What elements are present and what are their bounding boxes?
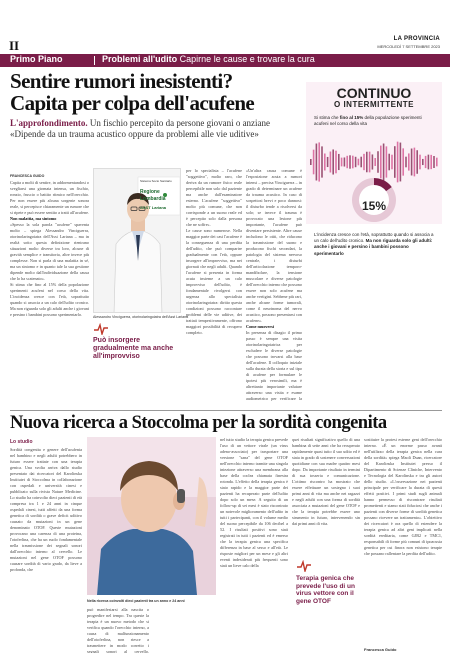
soundwave-bar — [394, 146, 396, 178]
infographic-box — [306, 82, 442, 327]
soundwave-bar — [402, 148, 404, 175]
doctor-illustration — [94, 169, 181, 313]
child-illustration — [87, 437, 216, 595]
soundwave-bar — [408, 153, 410, 170]
soundwave-bar — [316, 144, 318, 181]
summary-text: Un fischio percepito da persone giovani o anziane «Dipende da un trauma acustico oppure da problemi alle vie uditive» — [10, 118, 271, 139]
soundwave-bar — [363, 154, 365, 170]
headline-acufene — [10, 70, 300, 114]
soundwave-bar — [344, 157, 346, 166]
soundwave-bar — [374, 158, 376, 166]
soundwave-bar — [383, 144, 385, 181]
soundwave-bar — [414, 148, 416, 177]
headline-stoccolma: Nuova ricerca a Stoccolma per la sordità congenita — [10, 413, 387, 433]
text-bold: Ma non riguarda solo gli adulti: anche i giovani e persino i bambini possono sperimentarlo — [314, 238, 433, 256]
article-column-2 — [186, 168, 242, 402]
soundwave-bar — [397, 142, 399, 183]
soundwave-bar — [400, 143, 402, 182]
soundwave-bar — [366, 152, 368, 173]
article2-column-2b — [153, 607, 216, 653]
photo2-caption: Nella ricerca coinvolti dieci pazienti tra un anno e 24 anni — [87, 599, 185, 603]
sign-line-4: ASST Lariana — [140, 205, 167, 210]
issue-date: MERCOLEDÌ 7 SETTEMBRE 2023 — [377, 44, 440, 49]
paragraph: per lo specialista – l'acufene "soggettivo", molto raro, che deriva da un rumore fisico reale percepibile non solo dal paziente ma anche dall'esaminatore esterno. L'acufene "soggettivo" molto più comune, che non corrisponde a un suono reale ed è percepito solo dalla persona che ne soffre». — [186, 168, 242, 227]
soundwave-bar — [332, 149, 334, 174]
headline-line-1: Sentire rumori inesistenti? — [10, 69, 233, 93]
soundwave-bar — [338, 154, 340, 170]
soundwave-bar — [358, 159, 360, 166]
subheading: Non malattia, ma sintomo — [10, 216, 57, 221]
soundwave-bar — [436, 158, 438, 167]
text-pre: Si stima che — [314, 115, 340, 120]
soundwave-bar — [386, 146, 388, 177]
percent-value: 15% — [361, 199, 387, 213]
headline-line-2: Capita per colpa dell'acufene — [10, 91, 255, 115]
soundwave-bar — [433, 156, 435, 168]
soundwave-bar — [330, 152, 332, 173]
soundwave-bar — [391, 155, 393, 170]
sign-line-1: Sistema Socio Sanitario — [140, 179, 172, 183]
soundwave-bar — [422, 159, 424, 165]
soundwave-bar — [380, 146, 382, 179]
infographic-text-1 — [314, 115, 434, 127]
article-divider — [10, 410, 442, 411]
heartbeat-icon — [93, 323, 109, 335]
doctor-photo — [93, 168, 181, 313]
soundwave-bar — [369, 152, 371, 173]
soundwave-bar — [310, 159, 312, 165]
soundwave-bar — [428, 155, 430, 170]
article2-column-1: Sordità congenita e genere dell'acufenia nel bambino e negli adulti potrebbero in futuro essere trattate con una terapia genica. Una svolta arriva dallo studio presentato dai ricercatori del Karolinska Institutet di Stoccolma in collaborazione con ospedali e università cinesi e pubblicato sulla rivista Nature Medicine. Lo studio ha coinvolto dieci pazienti di età compresa tra 1 e 24 anni in cinque ospedali cinesi, tutti affetti da una forma genetica di sordità o grave deficit uditivo causato da mutazioni in un gene denominato OTOF. Queste mutazioni provocano una carenza di una proteina, l'otoferlina, che ha un ruolo fondamentale nella trasmissione dei segnali sonori dall'orecchio interno al cervello. Le mutazioni nel gene OTOF possono causare sordità di vario grado, da lieve a profonda, che — [10, 447, 82, 572]
soundwave-bar — [388, 154, 390, 171]
section-label: Primo Piano — [10, 54, 63, 64]
text-bold: fino al 15% — [339, 115, 364, 120]
soundwave-bar — [341, 158, 343, 167]
section-bar — [0, 54, 450, 67]
soundwave-bar — [360, 157, 362, 168]
soundwave-bar — [377, 151, 379, 173]
topic-label — [102, 54, 315, 67]
soundwave-bar — [327, 157, 329, 167]
article2-column-4: quei risultati significativo quello di una bambina di sette anni che ha recuperato rapidamente quasi tutto il suo udito ed è stata in grado di sostenere conversazioni quotidiane con sua madre quattro mesi dopo. Da importante risultato in termini di sua tosseria e comunicazione. L'ottimo riscontro ha mostrato che essere effettuare un sostegno i suoi primi anni di vita ma anche nei ragazzi e negli adulti con una forma di sordità associata a mutazioni del gene OTOF e che la terapia potrebbe essere uno strumento in futuro, intervenendo sin dai primi anni di vita. — [292, 437, 360, 526]
soundwave-bar — [321, 146, 323, 177]
soundwave-bar — [419, 155, 421, 170]
soundwave-bar — [346, 156, 348, 168]
soundwave-bar — [416, 150, 418, 174]
article2-column-3: nel tutto studio la terapia genica prevede l'uso di un vettore virale (un virus adeno-associato) per trasportare una versione "sana" del gene OTOF nell'orecchio interno tramite una singola iniezione attraverso una membrana alla base della coclea chiamata finestra rotonda. L'effetto della terapia genica è stato rapido e la maggior parte dei pazienti ha recuperato parte dell'udito dopo solo un mese. A seguito di un follow-up di sei mesi è stato riscontrato un notevole miglioramento dell'udito in tutti i partecipanti, con il volume medio del suono percepibile da 106 decibel a 52. I risultati positivi sono stati registrati in tutti i pazienti ed è emerso che la terapia genica una specifica differenza in base al sesso e all'età. Le risposte migliori per un mese e gli altri eventi indesiderati più frequenti sono stati un lieve calo della — [220, 437, 288, 568]
soundwave-bar — [372, 154, 374, 169]
soundwave-bar — [355, 157, 357, 167]
child-photo — [87, 437, 216, 595]
soundwave-bar — [405, 157, 407, 168]
summary-kicker: L'approfondimento. — [10, 118, 88, 128]
soundwave-bar — [430, 155, 432, 169]
article2-column-5: sostituire la protesi esterne geni dell'orecchio interno. «È un enorme passo avanti nell'utilizzo della terapia genica nella cura della sordità» spiega Maoli Duan, ricercatore del Karolinska Institutet presso il Dipartimento di Scienze Cliniche, Intervento e Tecnologia del Karolinska e tra gli autori dello studio. «L'osservazione nei pazienti principale per verificare la durata di questi effetti positivi. I primi studi sugli animali hanno permesso di riscontrare risultati promettenti e siamo stati fiduciosi che anche i pazienti con diverse forme di sordità genetica possano ricevere un trattamento». L'obiettivo dei ricercatori è ora quello di estendere la terapia genica ad altri geni implicati nella sordità ereditaria, come GJB2 e TMC1, responsabili di forme più comuni di ipoacusia genetica per cui finora non esistono terapie che possano rallentare la perdita dell'udito. — [364, 437, 442, 556]
subheading: Come muoversi — [246, 324, 275, 329]
byline: FRANCESCA GUIDO — [10, 174, 45, 178]
paragraph: Capita a molti di sentire, in addormentandosi o svegliarsi una giornata intensa, un fischio, ronzio, fruscio o battito ritmico nell'orecchio. Per non essere più alcuna sorgente sonora reale, si percepisce chiaramente un rumore che si ripete e può essere sentito a tratti all'acufene. — [10, 180, 89, 215]
heartbeat-icon — [296, 560, 312, 572]
article2-column-2a: può manifestarsi alla nascita o progredire nel tempo. Tra queste la terapia è un nuovo metodo che si verifica quando l'orecchio interno, a causa di malfunzionamento dell'otoferlina, non riesce a trasmettere in modo corretto i segnali sonori al cervello, — [87, 607, 149, 653]
paragraph: In presenza di disagio il primo passo è sempre una visita otorinolaringoiatrica per escludere le diverse patologie che possono trovarsi alla base dell'acufene. Il colloquio iniziale sulla durata della storia e sul tipo di acufene per formulare le ipotesi più verosimili, ma è altrettanto importante valutare attraverso una visita e esame audiometrico per verificare la — [246, 330, 302, 401]
soundwave-bar — [425, 156, 427, 168]
page-header — [0, 0, 450, 54]
soundwave-bar — [411, 149, 413, 176]
infographic-title: CONTINUO — [336, 85, 412, 101]
page-number: II — [9, 38, 20, 53]
paragraph: «Un'altra causa comune è l'esposizione acuta a rumori intensi – precisa Vinciguerra – in grado di determinare un acufene da trauma acustico. In caso di sospettosi brevi e poco dannosi: il disturbo tende a risolversi da solo; se invece il trauma è provocato una lesione più importante, l'acufene può diventare persistente. Altre cause includono le otiti, che riducono la trasmissione del suono e producono fischi secondari, la patologia del sistema nervoso centrale, i disturbi dell'articolazione temporo-mandibolare, la tensione muscolare e diverse patologie dell'orecchio interno che possono essere non solo acufene ma anche vertigini. Sebbene più rari, anche alcune forme tumorali, come il neurinoma del nervo acustico, possono presentarsi con acufene». — [246, 168, 302, 323]
section-label-studio: Lo studio — [10, 439, 33, 445]
sign-line-3: Lombardia — [140, 196, 166, 202]
soundwave-bar — [335, 151, 337, 174]
infographic-text-2 — [314, 232, 434, 257]
article-column-3 — [246, 168, 302, 402]
topic-rest: Capirne le cause e trovare la cura — [179, 54, 315, 64]
soundwave-bar — [324, 154, 326, 171]
infographic-subtitle: O INTERMITTENTE — [334, 100, 414, 109]
pullquote: Può insorgere gradualmente ma anche all'improvviso — [93, 337, 174, 360]
paragraph: «Spesso la sola parola "acufene" spaventa molto – spiega Alessandro Vinciguerra, otorinolaringoiatra dell'Asst Lariana – ma in realtà sotto questa definizione rientrano situazioni molto diverse tra loro, alcune di gravità semplice e transitoria, altre invece più complesse. Non si parla di una malattia in sé, ma un sintomo e in quanto tale la sua gestione dipende molto dall'individuazione della causa che lo ha scatenato». — [10, 222, 89, 281]
text-pre: L'incidenza cresce con l'età, soprattutto quando si associa a un calo dell'udito cronico. — [314, 232, 434, 244]
soundwave-bar — [352, 156, 354, 169]
paragraph: Le cause sono numerose. Nella maggior parte dei casi l'acufene è la conseguenza di una perdita dell'udito, che può comparire gradualmente con l'età, oppure insorgere all'improvviso, ma nei giornati che negli adulti. Quando l'acufene si presenta in forma acuta insieme a un calo improvviso dell'udito, è fondamentale rivolgersi con urgenza allo specialista otorinolaringoiatra: diritto questa condizioni possono raccontare problemi delle vie uditive, dei trattati tempestivamente, offrono maggiori possibilità di recupero completo. — [186, 228, 242, 335]
topic-bold: Problemi all'udito — [102, 54, 178, 64]
soundwave-graphic — [310, 142, 438, 183]
paragraph: Si stima che fino al 15% della popolazione sperimenti acufeni nel corso della vita. L'incidenza cresce con l'età, soprattutto quando si associa a un calo dell'udito cronico. Ma non riguarda solo gli adulti anche i giovani e persino i bambini possono sperimentarlo. — [10, 282, 89, 317]
pullquote-2: Terapia genica che prevede l'uso di un virus vettore con il gene OTOF — [296, 575, 355, 605]
section-separator — [94, 56, 95, 65]
newspaper-name: LA PROVINCIA — [393, 36, 440, 42]
soundwave-bar — [349, 155, 351, 168]
sign-line-2: Regione — [140, 189, 160, 195]
article-summary — [10, 118, 300, 140]
soundwave-bar — [313, 150, 315, 175]
text-post: della popolazione sperimenti acufeni nel corso della vita — [314, 115, 422, 126]
byline-end: Francesca Guido — [364, 647, 397, 652]
soundwave-bar — [318, 142, 320, 181]
article-column-1 — [10, 180, 89, 402]
photo-caption: Alessandro Vinciguerra, otorinolaringoiatra dell'Asst Lariana — [93, 315, 189, 319]
